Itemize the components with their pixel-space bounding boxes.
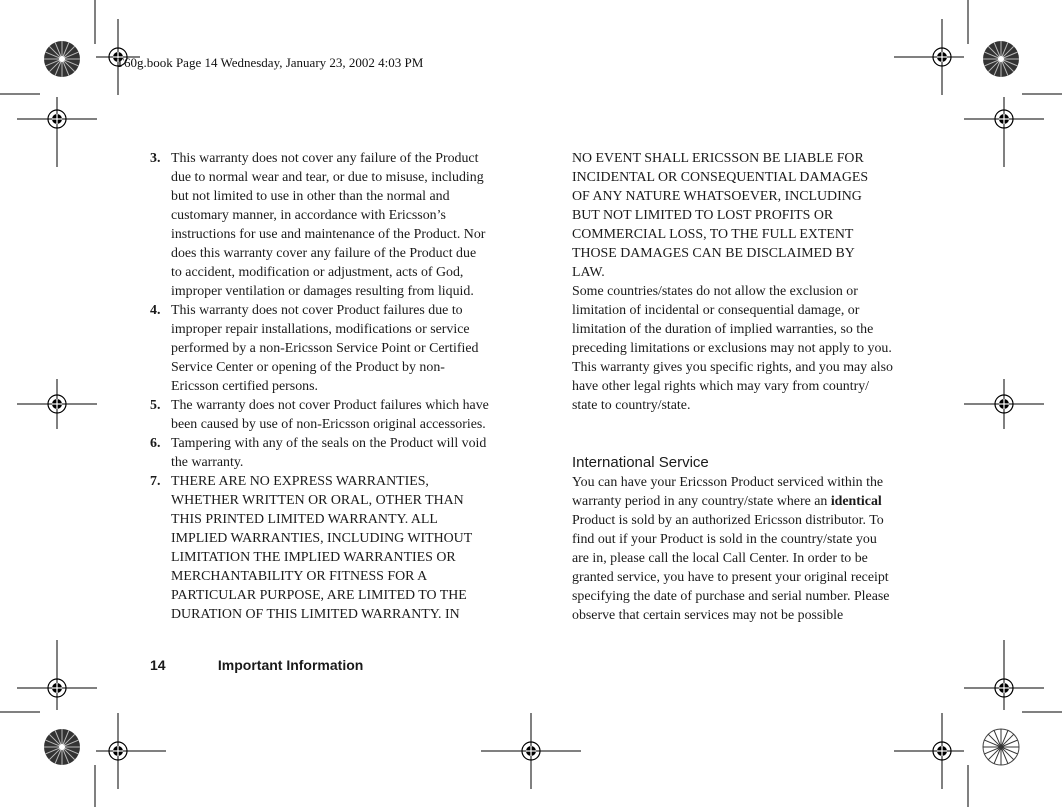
registration-target-icon — [894, 19, 964, 95]
warranty-item — [150, 434, 536, 472]
page-footer — [150, 657, 363, 673]
text-line: This warranty does not cover any failure of the Product — [171, 151, 479, 166]
text-line — [572, 530, 938, 549]
text-line — [572, 511, 938, 530]
text-line: MERCHANTABILITY OR FITNESS FOR A — [171, 569, 428, 584]
text-run: Product is sold by an authorized Ericsson distributor. To — [572, 513, 884, 528]
section-title: Important Information — [217, 657, 364, 673]
text-line: instructions for use and maintenance of the Product. Nor — [171, 227, 486, 242]
warranty-item — [150, 472, 536, 624]
registration-target-icon — [17, 379, 97, 429]
text-line: LAW. — [572, 265, 605, 280]
text-line: preceding limitations or exclusions may not apply to you. — [572, 341, 892, 356]
warranty-continuation — [572, 149, 938, 282]
text-line: INCIDENTAL OR CONSEQUENTIAL DAMAGES — [572, 170, 869, 185]
text-line: due to normal wear and tear, or due to misuse, including — [171, 170, 484, 185]
warranty-item — [150, 301, 536, 396]
text-line: Some countries/states do not allow the exclusion or — [572, 284, 858, 299]
text-line: The warranty does not cover Product failures which have — [171, 398, 489, 413]
text-line — [572, 568, 938, 587]
warranty-item — [150, 149, 536, 301]
print-header: T60g.book Page 14 Wednesday, January 23, 2002 4:03 PM — [116, 55, 424, 70]
text-line: improper ventilation or damages resulting from liquid. — [171, 284, 474, 299]
text-line: performed by a non-Ericsson Service Point or Certified — [171, 341, 479, 356]
item-number: 7. — [150, 474, 161, 489]
text-line: This warranty gives you specific rights, and you may also — [572, 360, 893, 375]
text-line: WHETHER WRITTEN OR ORAL, OTHER THAN — [171, 493, 464, 508]
registration-target-icon — [964, 379, 1044, 429]
text-line: LIMITATION THE IMPLIED WARRANTIES OR — [171, 550, 456, 565]
registration-target-icon — [964, 97, 1044, 167]
text-line: to accident, modification or adjustment, acts of God, — [171, 265, 464, 280]
text-run: granted service, you have to present your original receipt — [572, 570, 889, 585]
registration-target-icon — [894, 713, 964, 789]
right-column — [572, 149, 938, 625]
item-number: 5. — [150, 398, 161, 413]
text-line: but not limited to use in other than the normal and — [171, 189, 450, 204]
text-line — [572, 587, 938, 606]
text-line: customary manner, in accordance with Ericsson’s — [171, 208, 446, 223]
text-line: state to country/state. — [572, 398, 691, 413]
text-run: find out if your Product is sold in the country/state you — [572, 532, 877, 547]
text-line: Tampering with any of the seals on the Product will void — [171, 436, 487, 451]
starburst-target-icon — [44, 41, 80, 77]
item-text — [171, 149, 536, 301]
text-line: THIS PRINTED LIMITED WARRANTY. ALL — [171, 512, 438, 527]
warranty-item — [150, 396, 536, 434]
text-run: warranty period in any country/state where an — [572, 494, 831, 509]
international-service-paragraph — [572, 473, 938, 625]
section-heading-international-service: International Service — [572, 454, 709, 471]
text-run: specifying the date of purchase and serial number. Please — [572, 589, 890, 604]
text-line: THERE ARE NO EXPRESS WARRANTIES, — [171, 474, 429, 489]
text-line: BUT NOT LIMITED TO LOST PROFITS OR — [572, 208, 834, 223]
text-line: improper repair installations, modifications or service — [171, 322, 470, 337]
text-line: THOSE DAMAGES CAN BE DISCLAIMED BY — [572, 246, 855, 261]
registration-target-icon — [17, 640, 97, 710]
text-run: are in, please call the local Call Center. In order to be — [572, 551, 868, 566]
item-number: 3. — [150, 151, 161, 166]
text-line: COMMERCIAL LOSS, TO THE FULL EXTENT — [572, 227, 854, 242]
text-line — [572, 473, 938, 492]
text-line: IMPLIED WARRANTIES, INCLUDING WITHOUT — [171, 531, 473, 546]
registration-target-icon — [17, 97, 97, 167]
item-text — [171, 472, 536, 624]
starburst-target-icon — [983, 41, 1019, 77]
page-number: 14 — [150, 657, 166, 673]
starburst-target-icon — [44, 729, 80, 765]
text-line: limitation of incidental or consequential damage, or — [572, 303, 860, 318]
text-line — [572, 549, 938, 568]
text-line: have other legal rights which may vary from country/ — [572, 379, 870, 394]
item-number: 6. — [150, 436, 161, 451]
registration-target-icon — [96, 713, 166, 789]
text-line — [572, 606, 938, 625]
exclusions-paragraph — [572, 282, 938, 415]
text-line: DURATION OF THIS LIMITED WARRANTY. IN — [171, 607, 460, 622]
text-line: OF ANY NATURE WHATSOEVER, INCLUDING — [572, 189, 862, 204]
starburst-target-icon — [983, 729, 1019, 765]
item-number: 4. — [150, 303, 161, 318]
left-column — [150, 149, 536, 624]
text-line: NO EVENT SHALL ERICSSON BE LIABLE FOR — [572, 151, 864, 166]
text-line: been caused by use of non-Ericsson original accessories. — [171, 417, 486, 432]
text-run: observe that certain services may not be possible — [572, 608, 844, 623]
text-line: PARTICULAR PURPOSE, ARE LIMITED TO THE — [171, 588, 467, 603]
registration-target-icon — [964, 640, 1044, 710]
text-run: You can have your Ericsson Product serviced within the — [572, 475, 884, 490]
text-line: limitation of the duration of implied warranties, so the — [572, 322, 874, 337]
text-line: This warranty does not cover Product failures due to — [171, 303, 463, 318]
text-line: Service Center or opening of the Product by non- — [171, 360, 445, 375]
emphasized-word: identical — [830, 494, 882, 509]
item-text — [171, 434, 536, 472]
item-text — [171, 301, 536, 396]
text-line: does this warranty cover any failure of the Product due — [171, 246, 477, 261]
text-line: Ericsson certified persons. — [171, 379, 318, 394]
item-text — [171, 396, 536, 434]
text-line — [572, 492, 938, 511]
text-line: the warranty. — [171, 455, 244, 470]
registration-target-icon — [481, 713, 581, 789]
